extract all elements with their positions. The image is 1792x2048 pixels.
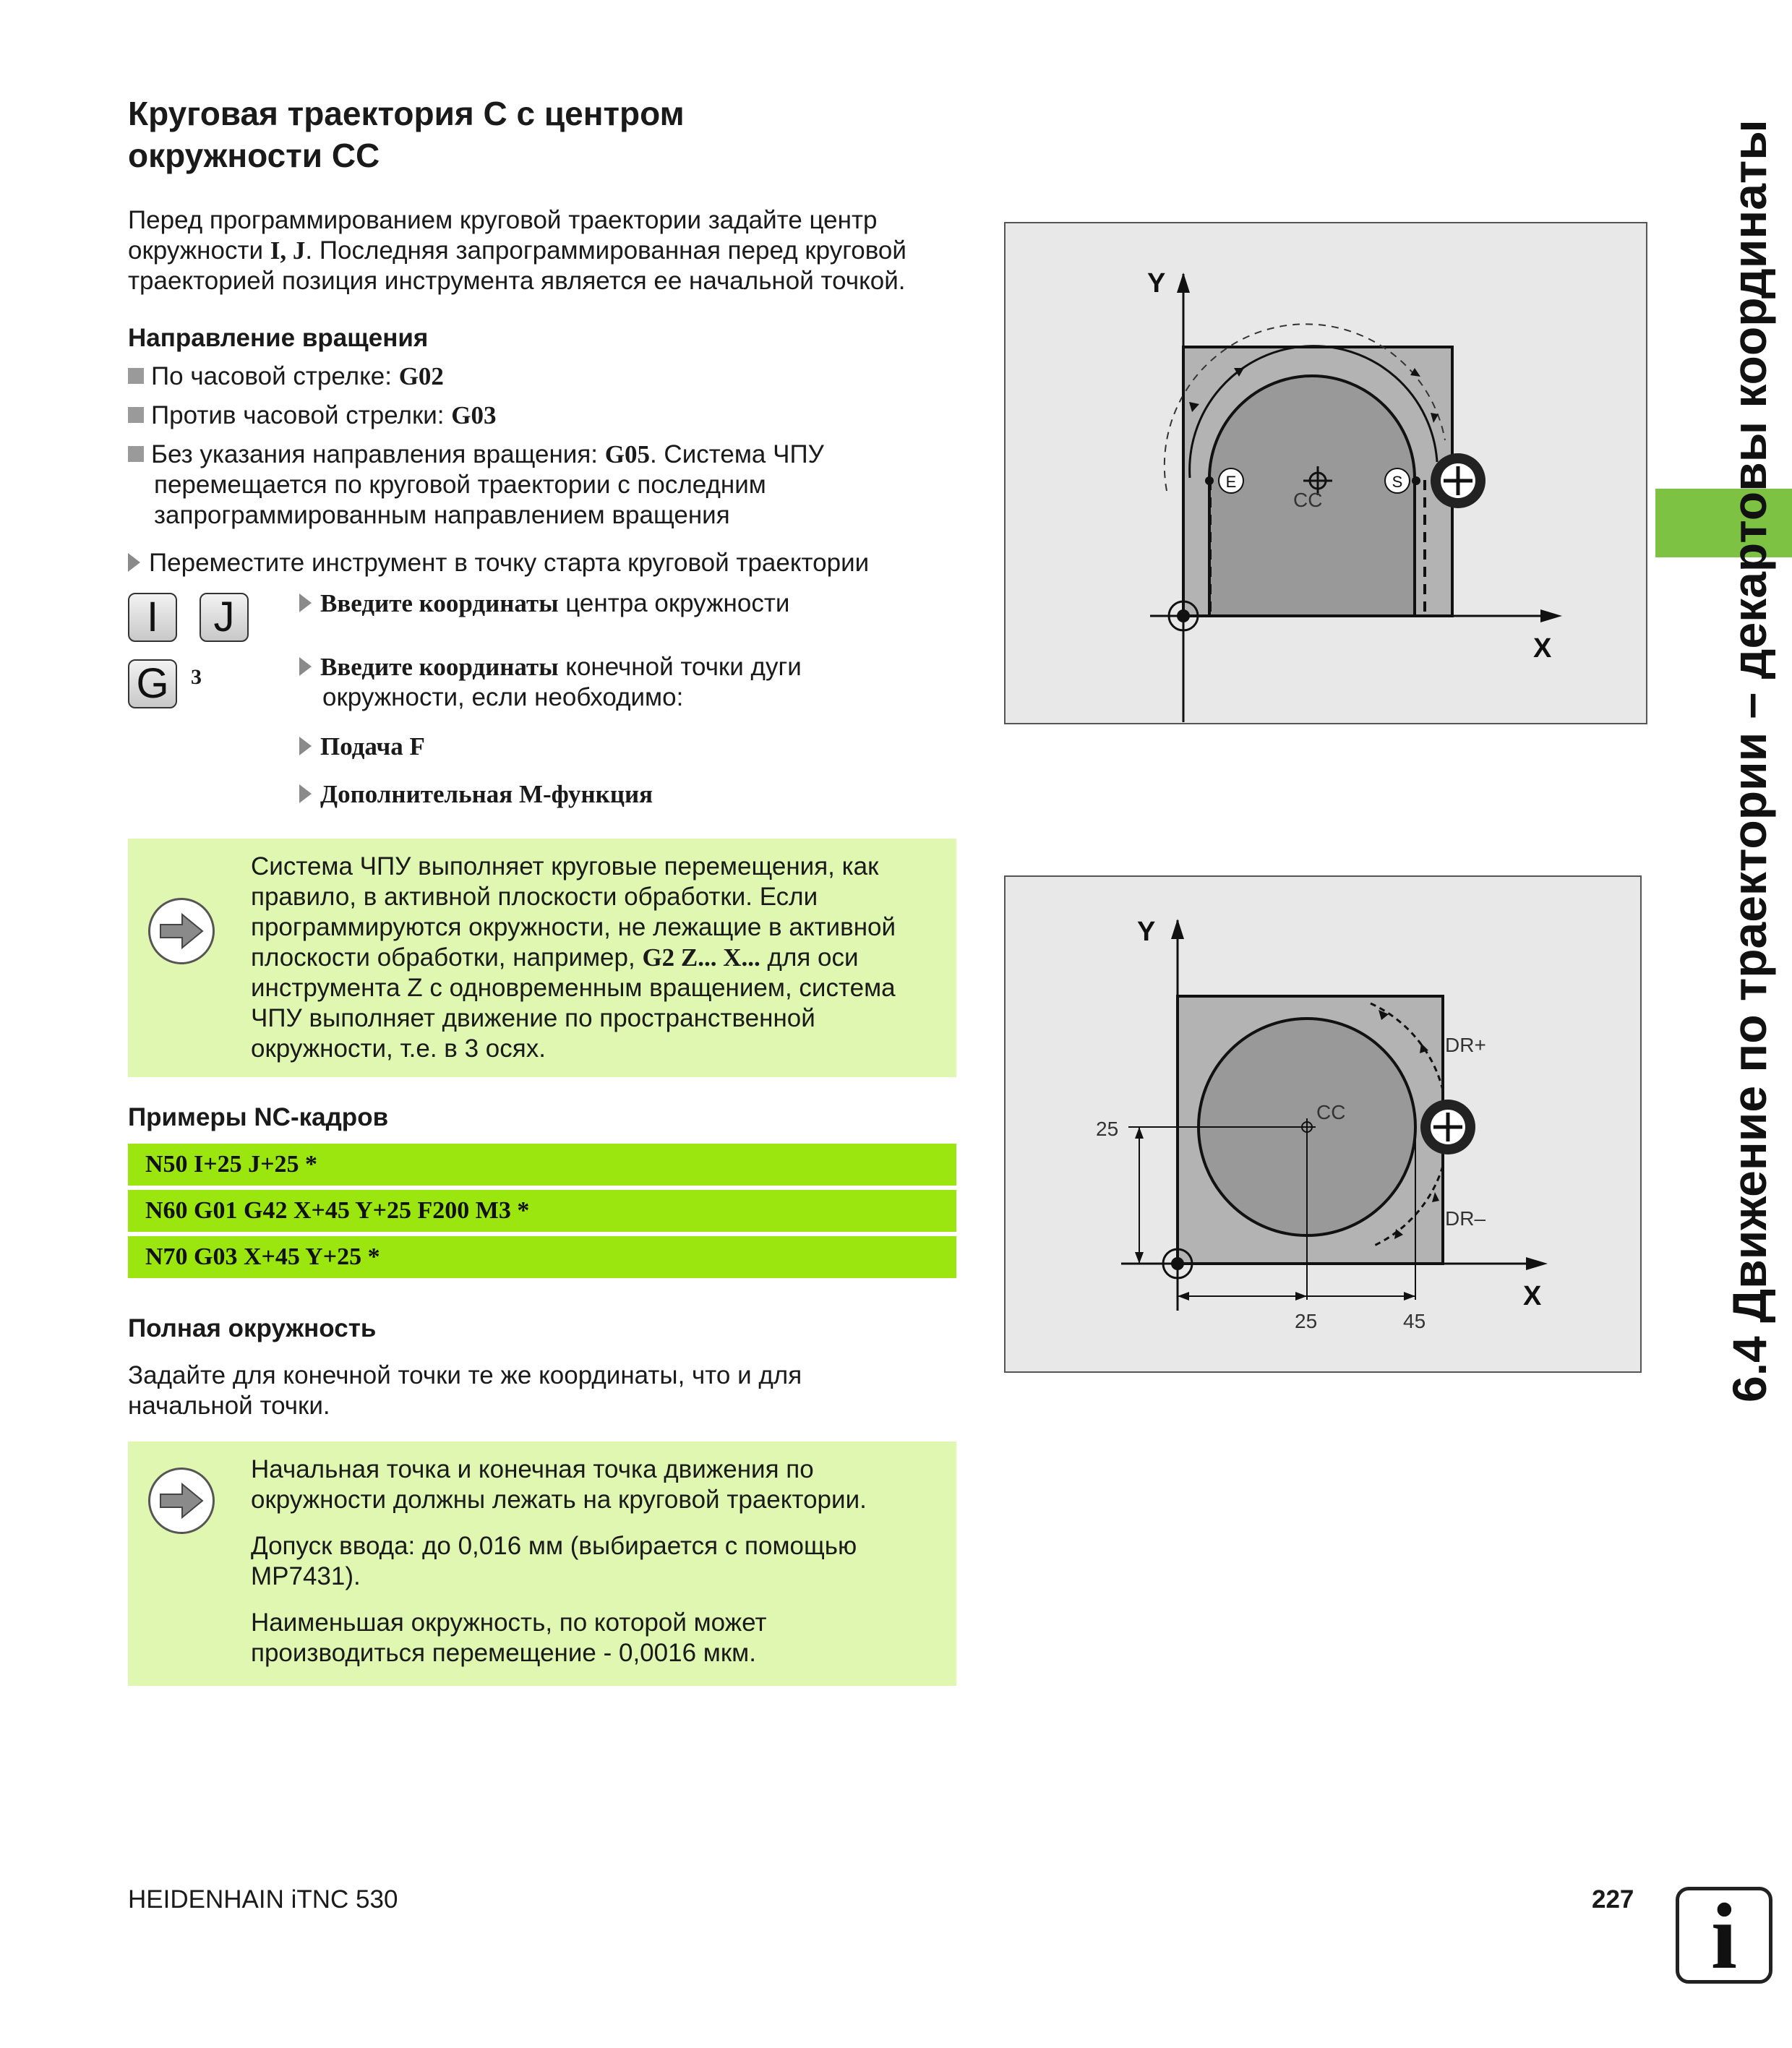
step-text: центра окружности (558, 589, 790, 617)
arrow-right-icon (148, 898, 215, 964)
intro-text-2: . Последняя запрограммированная перед круговой траекторией позиция инструмента является ее начальной точкой. (128, 236, 906, 295)
start-point-label: S (1392, 473, 1403, 491)
key-i-button[interactable]: I (128, 593, 177, 642)
step-arrow-icon (128, 553, 140, 572)
bullet-square-icon (128, 446, 144, 462)
end-point-label: E (1225, 473, 1237, 491)
dim-y25-label: 25 (1096, 1118, 1119, 1140)
rotation-item-code: G03 (451, 401, 497, 429)
step-arrow-icon (299, 657, 312, 676)
intro-code: I, J (270, 236, 306, 265)
intro-paragraph (128, 205, 995, 296)
step-bold: Дополнительная M-функция (320, 780, 653, 808)
bullet-square-icon (128, 368, 144, 384)
rotation-item-code: G05 (604, 440, 650, 468)
note-text (251, 852, 942, 1064)
note-paragraph: Наименьшая окружность, по которой может производиться перемещение - 0,0016 мкм. (251, 1608, 767, 1667)
figure-full-circle (1004, 875, 1642, 1373)
key-j-button[interactable]: J (200, 593, 249, 642)
step-arrow-icon (299, 784, 312, 803)
examples-heading: Примеры NC-кадров (128, 1103, 389, 1131)
figure-arc-ccw-diagram (1006, 223, 1646, 723)
x-axis-label: X (1533, 633, 1552, 664)
rotation-item-code: G02 (398, 362, 444, 390)
x-axis-label: X (1523, 1281, 1542, 1311)
dim-x25-label: 25 (1295, 1310, 1318, 1332)
full-circle-text: Задайте для конечной точки те же координаты, что и для начальной точки. (128, 1361, 802, 1420)
note-code: G2 Z... X... (642, 943, 760, 972)
rotation-item-cw (128, 361, 444, 392)
rotation-heading: Направление вращения (128, 324, 429, 352)
milling-tool-icon (1431, 453, 1486, 508)
center-label: CC (1293, 489, 1323, 511)
step-text: конечной точки дуги окружности, если необходимо: (322, 653, 802, 711)
footer-product: HEIDENHAIN iTNC 530 (128, 1885, 398, 1914)
info-icon[interactable]: i (1676, 1887, 1772, 1984)
milling-tool-icon (1420, 1100, 1475, 1154)
full-circle-heading: Полная окружность (128, 1314, 377, 1342)
page-title (128, 93, 685, 176)
arrow-right-icon (148, 1468, 215, 1534)
note-text-1: Система ЧПУ выполняет круговые перемещения, как правило, в активной плоскости обработки. Если программируются окружности, не лежащие в активной плоскости обработки, например, (251, 852, 896, 972)
step-endpoint (299, 652, 893, 713)
nc-line: N50 I+25 J+25 * (128, 1144, 956, 1186)
note-box-plane (128, 839, 956, 1077)
y-axis-label: Y (1137, 917, 1156, 947)
dr-plus-label: DR+ (1445, 1034, 1486, 1056)
nc-line: N70 G03 X+45 Y+25 * (128, 1236, 956, 1278)
step-feed (299, 732, 425, 762)
section-side-title: 6.4 Движение по траектории – декартовы координаты (1723, 119, 1776, 1402)
key-g-button[interactable]: G (128, 659, 177, 708)
note-text-2: для оси инструмента Z с одновременным вращением, система ЧПУ выполняет движение по пространственной окружности, т.е. в 3 осях. (251, 943, 896, 1063)
step-arrow-icon (299, 737, 312, 755)
note-text (251, 1454, 942, 1684)
rotation-item-none (128, 440, 935, 531)
step-arrow-icon (299, 594, 312, 612)
step-mfunction (299, 779, 653, 810)
intro-text-1: Перед программированием круговой траектории задайте центр окружности (128, 206, 878, 265)
key-g-subscript: 3 (191, 665, 202, 689)
center-label: CC (1316, 1101, 1346, 1123)
step-center (299, 588, 935, 619)
nc-line: N60 G01 G42 X+45 Y+25 F200 M3 * (128, 1190, 956, 1232)
note-paragraph: Начальная точка и конечная точка движения по окружности должны лежать на круговой траектории. (251, 1455, 867, 1514)
rotation-item-ccw (128, 400, 496, 431)
move-step (128, 548, 869, 578)
note-box-tolerance (128, 1441, 956, 1686)
title-line-1: Круговая траектория C с центром (128, 95, 685, 132)
figure-full-circle-diagram (1006, 877, 1640, 1371)
rotation-item-label: По часовой стрелке: (151, 362, 399, 390)
rotation-item-description: . Система ЧПУ перемещается по круговой траектории с последним запрограммированным направлением вращения (154, 440, 824, 529)
title-line-2: окружности CC (128, 137, 380, 174)
page-number: 227 (1592, 1885, 1634, 1914)
note-paragraph: Допуск ввода: до 0,016 мм (выбирается с помощью MP7431). (251, 1532, 857, 1590)
dr-minus-label: DR– (1445, 1207, 1486, 1230)
rotation-item-label: Против часовой стрелки: (151, 401, 452, 429)
step-bold: Введите координаты (320, 653, 559, 681)
step-bold: Подача F (320, 732, 425, 760)
y-axis-label: Y (1147, 268, 1166, 299)
figure-arc-ccw (1004, 222, 1647, 724)
bullet-square-icon (128, 407, 144, 423)
rotation-item-label: Без указания направления вращения: (151, 440, 605, 468)
dim-x45-label: 45 (1403, 1310, 1426, 1332)
move-step-text: Переместите инструмент в точку старта круговой траектории (149, 549, 870, 577)
step-bold: Введите координаты (320, 589, 559, 617)
